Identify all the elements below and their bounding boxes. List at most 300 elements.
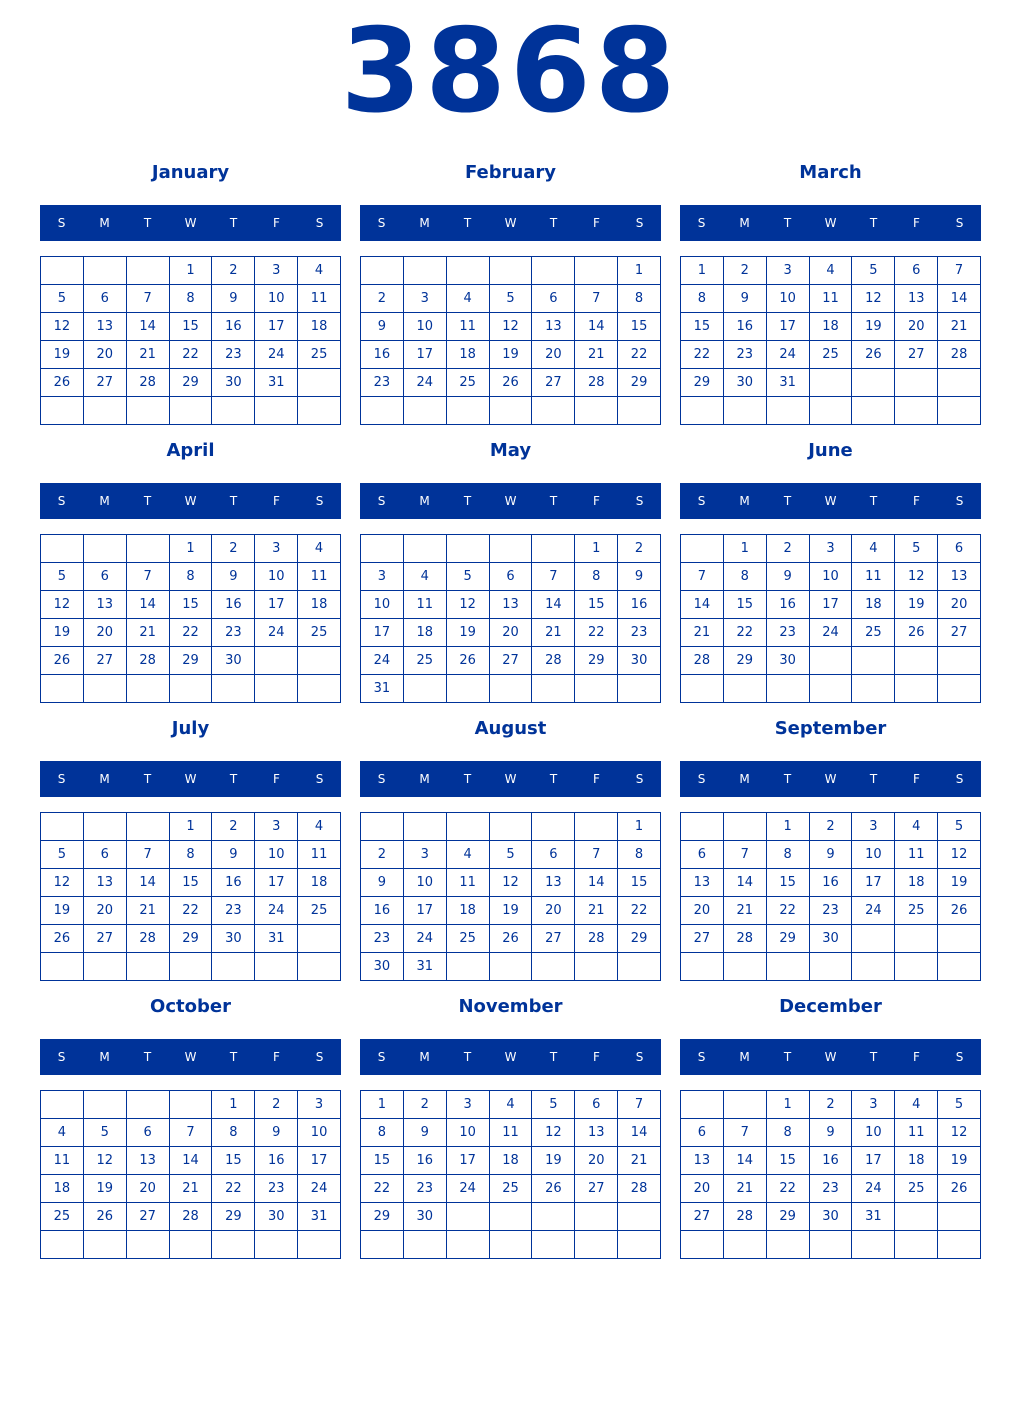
day-cell: 30: [810, 1203, 853, 1231]
day-grid: [360, 812, 661, 981]
day-cell: 30: [404, 1203, 447, 1231]
weekday-label: T: [783, 494, 792, 508]
day-cell: 28: [170, 1203, 213, 1231]
weekday-label: S: [697, 494, 706, 508]
day-cell: 13: [532, 869, 575, 897]
day-cell: 1: [767, 1091, 810, 1119]
empty-cell: [938, 647, 981, 675]
day-cell: 21: [724, 1175, 767, 1203]
empty-cell: [298, 397, 341, 425]
day-cell: 11: [447, 869, 490, 897]
day-cell: 20: [127, 1175, 170, 1203]
day-cell: 20: [938, 591, 981, 619]
empty-cell: [810, 369, 853, 397]
day-cell: 1: [170, 813, 213, 841]
day-cell: 11: [895, 841, 938, 869]
day-cell: 3: [810, 535, 853, 563]
day-cell: 17: [852, 869, 895, 897]
empty-cell: [532, 397, 575, 425]
empty-cell: [895, 953, 938, 981]
empty-cell: [895, 369, 938, 397]
weekday-label: T: [143, 1050, 152, 1064]
empty-cell: [255, 397, 298, 425]
day-cell: 25: [404, 647, 447, 675]
day-cell: 10: [255, 285, 298, 313]
day-cell: 13: [938, 563, 981, 591]
day-cell: 24: [447, 1175, 490, 1203]
weekday-label: T: [143, 494, 152, 508]
day-cell: 28: [575, 369, 618, 397]
day-cell: 8: [212, 1119, 255, 1147]
day-cell: 26: [41, 647, 84, 675]
day-cell: 6: [681, 1119, 724, 1147]
day-cell: 1: [724, 535, 767, 563]
day-cell: 20: [681, 897, 724, 925]
day-cell: 26: [938, 897, 981, 925]
day-cell: 27: [681, 925, 724, 953]
empty-cell: [41, 953, 84, 981]
day-cell: 8: [724, 563, 767, 591]
day-cell: 15: [724, 591, 767, 619]
day-cell: 27: [532, 369, 575, 397]
day-cell: 7: [127, 285, 170, 313]
day-cell: 4: [810, 257, 853, 285]
day-cell: 13: [84, 591, 127, 619]
day-cell: 14: [127, 591, 170, 619]
day-cell: 16: [361, 341, 404, 369]
weekday-label: T: [549, 1050, 558, 1064]
weekday-label: S: [635, 1050, 644, 1064]
empty-cell: [361, 1231, 404, 1259]
day-cell: 25: [895, 1175, 938, 1203]
weekday-header: [40, 483, 341, 519]
empty-cell: [298, 675, 341, 703]
day-cell: 3: [255, 257, 298, 285]
weekday-header: [360, 205, 661, 241]
empty-cell: [170, 397, 213, 425]
weekday-label: T: [549, 772, 558, 786]
day-cell: 8: [767, 1119, 810, 1147]
weekday-label: M: [739, 216, 750, 230]
day-cell: 18: [447, 897, 490, 925]
empty-cell: [681, 813, 724, 841]
empty-cell: [84, 675, 127, 703]
day-cell: 3: [298, 1091, 341, 1119]
empty-cell: [41, 1091, 84, 1119]
day-cell: 10: [852, 1119, 895, 1147]
weekday-header: [680, 483, 981, 519]
empty-cell: [852, 925, 895, 953]
day-cell: 30: [212, 369, 255, 397]
day-cell: 2: [767, 535, 810, 563]
weekday-label: S: [315, 216, 324, 230]
day-cell: 16: [404, 1147, 447, 1175]
day-cell: 2: [255, 1091, 298, 1119]
day-cell: 17: [404, 897, 447, 925]
empty-cell: [447, 1231, 490, 1259]
day-cell: 9: [618, 563, 661, 591]
weekday-label: M: [419, 772, 430, 786]
empty-cell: [212, 675, 255, 703]
empty-cell: [84, 953, 127, 981]
day-cell: 17: [255, 869, 298, 897]
weekday-label: W: [504, 1050, 517, 1064]
day-cell: 7: [575, 285, 618, 313]
day-cell: 11: [404, 591, 447, 619]
day-cell: 30: [810, 925, 853, 953]
weekday-label: W: [504, 772, 517, 786]
empty-cell: [532, 535, 575, 563]
day-cell: 20: [895, 313, 938, 341]
day-cell: 25: [895, 897, 938, 925]
day-cell: 9: [212, 841, 255, 869]
empty-cell: [575, 953, 618, 981]
empty-cell: [767, 953, 810, 981]
day-cell: 29: [767, 1203, 810, 1231]
day-cell: 26: [895, 619, 938, 647]
empty-cell: [852, 369, 895, 397]
day-cell: 10: [404, 313, 447, 341]
weekday-label: T: [463, 494, 472, 508]
day-cell: 22: [724, 619, 767, 647]
day-cell: 11: [447, 313, 490, 341]
weekday-label: F: [273, 216, 280, 230]
empty-cell: [938, 675, 981, 703]
day-cell: 20: [84, 341, 127, 369]
day-cell: 1: [170, 535, 213, 563]
day-cell: 17: [255, 591, 298, 619]
day-cell: 10: [767, 285, 810, 313]
day-cell: 9: [212, 285, 255, 313]
month-title: March: [799, 162, 862, 183]
day-cell: 29: [170, 925, 213, 953]
day-grid: [360, 256, 661, 425]
day-cell: 9: [361, 869, 404, 897]
day-cell: 12: [532, 1119, 575, 1147]
day-cell: 15: [170, 869, 213, 897]
empty-cell: [532, 1203, 575, 1231]
empty-cell: [490, 535, 533, 563]
day-cell: 3: [852, 813, 895, 841]
day-cell: 28: [724, 925, 767, 953]
weekday-label: W: [184, 494, 197, 508]
day-cell: 24: [852, 1175, 895, 1203]
day-cell: 9: [255, 1119, 298, 1147]
year-title: 3868: [340, 4, 680, 139]
day-grid: [680, 256, 981, 425]
weekday-header: [360, 483, 661, 519]
day-cell: 19: [41, 897, 84, 925]
weekday-label: S: [377, 494, 386, 508]
weekday-label: F: [593, 772, 600, 786]
empty-cell: [681, 1231, 724, 1259]
day-cell: 30: [361, 953, 404, 981]
empty-cell: [212, 953, 255, 981]
day-cell: 8: [575, 563, 618, 591]
day-cell: 24: [767, 341, 810, 369]
day-cell: 2: [810, 1091, 853, 1119]
day-cell: 24: [404, 369, 447, 397]
day-cell: 12: [852, 285, 895, 313]
month-title: May: [489, 440, 532, 461]
day-cell: 18: [41, 1175, 84, 1203]
empty-cell: [490, 1231, 533, 1259]
day-cell: 13: [490, 591, 533, 619]
day-cell: 31: [255, 369, 298, 397]
weekday-label: S: [315, 1050, 324, 1064]
empty-cell: [490, 813, 533, 841]
day-cell: 5: [41, 285, 84, 313]
day-cell: 16: [810, 1147, 853, 1175]
empty-cell: [618, 397, 661, 425]
weekday-label: M: [99, 494, 110, 508]
empty-cell: [532, 257, 575, 285]
day-cell: 15: [212, 1147, 255, 1175]
empty-cell: [447, 535, 490, 563]
day-cell: 13: [681, 869, 724, 897]
day-cell: 14: [532, 591, 575, 619]
day-cell: 4: [852, 535, 895, 563]
day-cell: 11: [298, 285, 341, 313]
empty-cell: [41, 257, 84, 285]
weekday-label: W: [824, 772, 837, 786]
day-cell: 23: [212, 897, 255, 925]
weekday-label: M: [99, 216, 110, 230]
day-cell: 16: [361, 897, 404, 925]
empty-cell: [447, 1203, 490, 1231]
day-cell: 26: [41, 369, 84, 397]
day-cell: 19: [938, 1147, 981, 1175]
empty-cell: [618, 675, 661, 703]
day-cell: 2: [618, 535, 661, 563]
day-cell: 19: [852, 313, 895, 341]
day-cell: 9: [810, 841, 853, 869]
empty-cell: [404, 257, 447, 285]
day-cell: 21: [575, 897, 618, 925]
empty-cell: [404, 813, 447, 841]
day-cell: 23: [212, 341, 255, 369]
weekday-label: F: [913, 216, 920, 230]
day-cell: 14: [724, 1147, 767, 1175]
day-cell: 11: [41, 1147, 84, 1175]
empty-cell: [84, 397, 127, 425]
day-cell: 31: [255, 925, 298, 953]
day-cell: 1: [618, 257, 661, 285]
day-cell: 8: [618, 841, 661, 869]
day-cell: 13: [127, 1147, 170, 1175]
day-cell: 17: [767, 313, 810, 341]
empty-cell: [852, 675, 895, 703]
day-cell: 30: [724, 369, 767, 397]
day-cell: 6: [127, 1119, 170, 1147]
empty-cell: [724, 953, 767, 981]
day-cell: 28: [127, 647, 170, 675]
day-cell: 17: [810, 591, 853, 619]
day-cell: 2: [724, 257, 767, 285]
day-cell: 28: [681, 647, 724, 675]
day-cell: 11: [298, 841, 341, 869]
weekday-label: F: [593, 216, 600, 230]
day-cell: 5: [895, 535, 938, 563]
month-title: June: [808, 440, 853, 461]
day-cell: 14: [127, 869, 170, 897]
empty-cell: [810, 953, 853, 981]
day-cell: 16: [212, 591, 255, 619]
day-cell: 2: [212, 813, 255, 841]
day-cell: 7: [618, 1091, 661, 1119]
empty-cell: [298, 953, 341, 981]
day-cell: 24: [255, 897, 298, 925]
day-cell: 21: [575, 341, 618, 369]
day-cell: 6: [84, 285, 127, 313]
weekday-label: T: [229, 1050, 238, 1064]
weekday-label: T: [463, 772, 472, 786]
day-cell: 4: [490, 1091, 533, 1119]
weekday-label: W: [824, 1050, 837, 1064]
weekday-label: T: [143, 216, 152, 230]
day-cell: 18: [895, 1147, 938, 1175]
day-cell: 7: [724, 1119, 767, 1147]
day-cell: 3: [404, 841, 447, 869]
day-cell: 26: [447, 647, 490, 675]
day-cell: 3: [852, 1091, 895, 1119]
weekday-label: S: [377, 216, 386, 230]
weekday-label: S: [955, 216, 964, 230]
day-cell: 10: [810, 563, 853, 591]
empty-cell: [361, 397, 404, 425]
day-cell: 12: [895, 563, 938, 591]
day-cell: 4: [298, 535, 341, 563]
day-cell: 27: [84, 369, 127, 397]
day-cell: 7: [532, 563, 575, 591]
day-cell: 19: [490, 341, 533, 369]
day-cell: 22: [575, 619, 618, 647]
day-cell: 12: [938, 841, 981, 869]
day-grid: [40, 256, 341, 425]
weekday-header: [360, 1039, 661, 1075]
day-cell: 14: [681, 591, 724, 619]
day-cell: 2: [212, 535, 255, 563]
empty-cell: [298, 1231, 341, 1259]
day-cell: 29: [618, 369, 661, 397]
day-cell: 13: [895, 285, 938, 313]
day-cell: 2: [361, 285, 404, 313]
weekday-label: W: [824, 494, 837, 508]
weekday-label: S: [955, 772, 964, 786]
day-cell: 16: [255, 1147, 298, 1175]
day-cell: 26: [84, 1203, 127, 1231]
empty-cell: [810, 1231, 853, 1259]
empty-cell: [532, 953, 575, 981]
empty-cell: [255, 1231, 298, 1259]
empty-cell: [127, 397, 170, 425]
day-cell: 21: [938, 313, 981, 341]
day-cell: 13: [84, 313, 127, 341]
empty-cell: [724, 1091, 767, 1119]
day-cell: 26: [852, 341, 895, 369]
day-cell: 9: [212, 563, 255, 591]
day-cell: 12: [84, 1147, 127, 1175]
weekday-label: F: [913, 772, 920, 786]
day-cell: 22: [170, 897, 213, 925]
day-cell: 18: [490, 1147, 533, 1175]
weekday-label: S: [697, 772, 706, 786]
weekday-label: T: [869, 772, 878, 786]
day-cell: 14: [724, 869, 767, 897]
day-cell: 22: [681, 341, 724, 369]
day-cell: 8: [170, 285, 213, 313]
day-cell: 19: [938, 869, 981, 897]
day-cell: 1: [618, 813, 661, 841]
weekday-label: S: [697, 216, 706, 230]
day-cell: 12: [447, 591, 490, 619]
day-cell: 25: [298, 341, 341, 369]
empty-cell: [938, 397, 981, 425]
day-cell: 13: [532, 313, 575, 341]
weekday-label: W: [824, 216, 837, 230]
day-cell: 6: [490, 563, 533, 591]
day-cell: 18: [298, 869, 341, 897]
weekday-label: T: [463, 216, 472, 230]
day-cell: 15: [575, 591, 618, 619]
day-cell: 20: [84, 619, 127, 647]
day-cell: 5: [447, 563, 490, 591]
day-cell: 21: [127, 897, 170, 925]
weekday-label: F: [593, 1050, 600, 1064]
day-cell: 24: [852, 897, 895, 925]
empty-cell: [852, 647, 895, 675]
empty-cell: [895, 1203, 938, 1231]
day-cell: 4: [404, 563, 447, 591]
empty-cell: [170, 675, 213, 703]
weekday-label: S: [57, 1050, 66, 1064]
day-cell: 4: [298, 813, 341, 841]
day-cell: 20: [532, 897, 575, 925]
day-cell: 15: [767, 1147, 810, 1175]
day-cell: 12: [938, 1119, 981, 1147]
day-cell: 16: [767, 591, 810, 619]
day-cell: 9: [724, 285, 767, 313]
day-grid: [40, 1090, 341, 1259]
day-cell: 19: [490, 897, 533, 925]
weekday-label: M: [739, 1050, 750, 1064]
day-cell: 7: [724, 841, 767, 869]
day-cell: 8: [681, 285, 724, 313]
empty-cell: [490, 675, 533, 703]
day-cell: 5: [938, 813, 981, 841]
empty-cell: [724, 675, 767, 703]
day-cell: 4: [41, 1119, 84, 1147]
weekday-header: [40, 761, 341, 797]
empty-cell: [895, 647, 938, 675]
day-cell: 27: [490, 647, 533, 675]
day-cell: 3: [255, 813, 298, 841]
day-cell: 11: [852, 563, 895, 591]
day-cell: 3: [447, 1091, 490, 1119]
empty-cell: [84, 257, 127, 285]
day-cell: 27: [681, 1203, 724, 1231]
weekday-label: T: [229, 216, 238, 230]
day-cell: 19: [84, 1175, 127, 1203]
empty-cell: [810, 397, 853, 425]
empty-cell: [404, 1231, 447, 1259]
day-cell: 8: [170, 563, 213, 591]
day-cell: 23: [212, 619, 255, 647]
empty-cell: [447, 397, 490, 425]
day-cell: 19: [447, 619, 490, 647]
day-cell: 23: [404, 1175, 447, 1203]
weekday-label: M: [99, 772, 110, 786]
